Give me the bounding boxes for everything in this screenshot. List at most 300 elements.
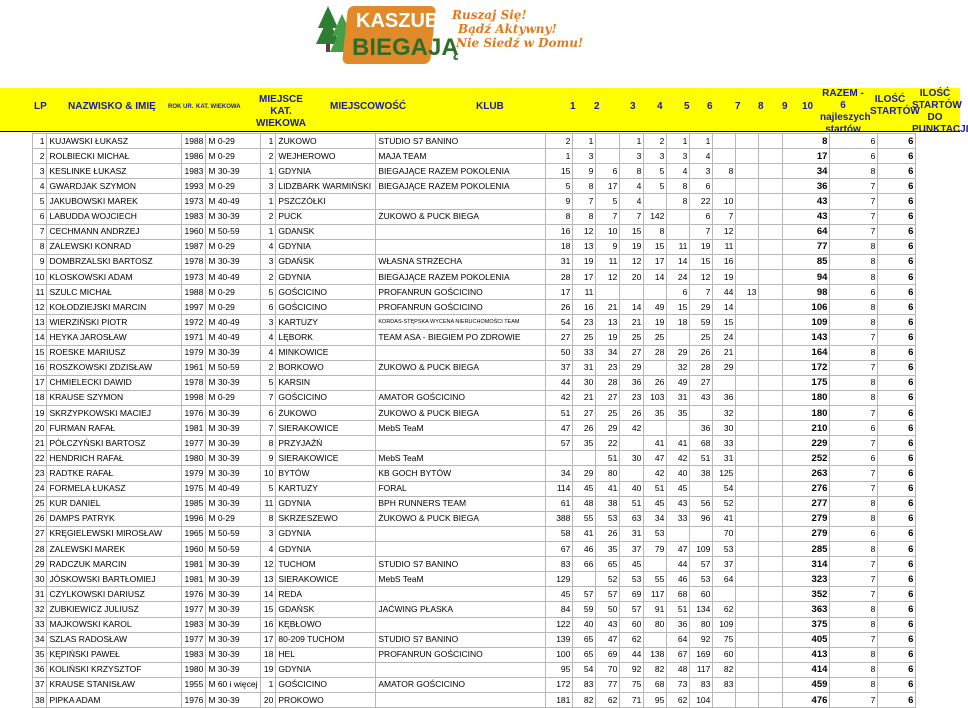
table-row [33,693,916,708]
cell-name: KRAUSE STANISŁAW [47,677,182,692]
cell-race-9 [736,194,759,209]
cell-race-8: 41 [713,511,736,526]
cell-year: 1977 [182,632,206,647]
cell-race-3: 28 [596,375,620,390]
cell-points-starts: 6 [878,224,916,239]
cell-race-7: 7 [690,224,713,239]
cell-year: 1955 [182,677,206,692]
cell-points-starts: 6 [878,526,916,541]
cell-race-1: 1 [546,149,573,164]
cell-club: PROFANRUN GOŚCICINO [376,647,546,662]
cell-lp: 30 [33,572,47,587]
cell-race-4 [620,466,644,481]
cell-race-6: 31 [667,390,690,405]
cell-race-3 [596,285,620,300]
cell-race-3: 51 [596,451,620,466]
cell-race-4: 75 [620,677,644,692]
cell-year: 1973 [182,269,206,284]
cell-year: 1986 [182,149,206,164]
cell-year: 1983 [182,647,206,662]
cell-club: TEAM ASA - BIEGIEM PO ZDROWIE [376,330,546,345]
table-row [33,677,916,692]
cell-year: 1981 [182,572,206,587]
cell-race-2: 55 [573,511,596,526]
cell-points-starts: 6 [878,496,916,511]
cell-race-1 [546,451,573,466]
cell-club: ŻUKOWO & PUCK BIEGA [376,209,546,224]
cell-race-8: 37 [713,557,736,572]
cell-place-category: 8 [261,436,276,451]
cell-place-category: 11 [261,496,276,511]
cell-points-starts: 6 [878,269,916,284]
cell-race-1: 58 [546,526,573,541]
cell-year: 1965 [182,526,206,541]
cell-race-9 [736,375,759,390]
cell-race-7: 56 [690,496,713,511]
cell-race-7: 4 [690,149,713,164]
cell-race-10 [759,149,783,164]
cell-race-6 [667,421,690,436]
cell-ranking: 263 [783,466,830,481]
cell-starts: 7 [830,466,878,481]
cell-place-category: 1 [261,134,276,149]
cell-race-7: 43 [690,390,713,405]
cell-race-7: 25 [690,330,713,345]
table-row [33,405,916,420]
cell-race-1: 54 [546,315,573,330]
cell-starts: 8 [830,511,878,526]
cell-race-7: 29 [690,300,713,315]
header-race-4: 4 [657,101,663,112]
cell-race-10 [759,285,783,300]
cell-starts: 7 [830,330,878,345]
cell-points-starts: 6 [878,179,916,194]
cell-race-8: 60 [713,647,736,662]
cell-race-6: 68 [667,587,690,602]
cell-race-8: 62 [713,602,736,617]
cell-race-7: 27 [690,375,713,390]
cell-race-7: 22 [690,194,713,209]
cell-race-3: 38 [596,496,620,511]
cell-race-8: 8 [713,164,736,179]
cell-race-7: 68 [690,436,713,451]
cell-ranking: 64 [783,224,830,239]
cell-race-4: 21 [620,315,644,330]
cell-race-4: 30 [620,451,644,466]
cell-ranking: 363 [783,602,830,617]
cell-ranking: 405 [783,632,830,647]
table-row [33,632,916,647]
cell-race-10 [759,330,783,345]
cell-race-10 [759,405,783,420]
cell-club: PROFANRUN GOŚCICINO [376,300,546,315]
cell-category: M 30-39 [206,421,261,436]
cell-starts: 6 [830,526,878,541]
cell-year: 1980 [182,662,206,677]
cell-race-5: 47 [644,451,667,466]
cell-year: 1978 [182,254,206,269]
cell-lp: 16 [33,360,47,375]
cell-race-3: 43 [596,617,620,632]
cell-city: GOŚCICINO [276,390,376,405]
cell-lp: 31 [33,587,47,602]
cell-ranking: 276 [783,481,830,496]
cell-race-6: 46 [667,572,690,587]
cell-race-9 [736,602,759,617]
header-race-3: 3 [630,101,636,112]
table-header [0,88,968,135]
header-name: NAZWISKO & IMIĘ [68,101,156,112]
table-row [33,662,916,677]
cell-race-3: 50 [596,602,620,617]
cell-race-6: 8 [667,194,690,209]
header-race-6: 6 [707,101,713,112]
cell-club [376,345,546,360]
cell-starts: 8 [830,239,878,254]
cell-race-5: 53 [644,526,667,541]
cell-ranking: 314 [783,557,830,572]
cell-place-category: 20 [261,693,276,708]
cell-race-1: 16 [546,224,573,239]
cell-race-6: 40 [667,466,690,481]
cell-race-3: 41 [596,481,620,496]
table-row [33,466,916,481]
cell-race-2: 45 [573,481,596,496]
cell-race-5: 103 [644,390,667,405]
cell-race-6: 48 [667,662,690,677]
cell-starts: 8 [830,496,878,511]
cell-race-2: 9 [573,164,596,179]
cell-race-8: 64 [713,572,736,587]
cell-race-10 [759,481,783,496]
cell-race-8: 30 [713,421,736,436]
cell-race-9 [736,632,759,647]
cell-city: SIERAKOWICE [276,451,376,466]
cell-starts: 6 [830,149,878,164]
cell-race-7: 92 [690,632,713,647]
cell-race-7: 51 [690,451,713,466]
cell-race-4: 44 [620,647,644,662]
cell-race-7: 7 [690,285,713,300]
cell-race-7: 96 [690,511,713,526]
cell-race-4: 14 [620,300,644,315]
cell-race-6: 4 [667,164,690,179]
cell-place-category: 2 [261,209,276,224]
cell-race-7 [690,405,713,420]
table-row [33,179,916,194]
cell-race-1: 83 [546,557,573,572]
cell-race-7: 104 [690,693,713,708]
cell-race-4: 92 [620,662,644,677]
table-row [33,481,916,496]
cell-race-10 [759,239,783,254]
cell-race-7: 169 [690,647,713,662]
cell-category: M 30-39 [206,557,261,572]
cell-starts: 8 [830,647,878,662]
cell-race-10 [759,315,783,330]
cell-race-2: 65 [573,632,596,647]
cell-race-2: 17 [573,269,596,284]
cell-name: KOŁODZIEJSKI MARCIN [47,300,182,315]
cell-lp: 15 [33,345,47,360]
cell-category: M 0-29 [206,134,261,149]
cell-ranking: 43 [783,194,830,209]
cell-race-5: 68 [644,677,667,692]
cell-lp: 3 [33,164,47,179]
cell-race-8 [713,149,736,164]
cell-points-starts: 6 [878,466,916,481]
cell-race-10 [759,224,783,239]
cell-race-8: 33 [713,436,736,451]
cell-name: KOLIŃSKI KRZYSZTOF [47,662,182,677]
cell-race-3: 5 [596,194,620,209]
cell-race-6: 33 [667,511,690,526]
cell-name: SZLAS RADOSŁAW [47,632,182,647]
cell-race-4: 29 [620,360,644,375]
cell-race-6: 64 [667,632,690,647]
cell-ranking: 85 [783,254,830,269]
cell-race-10 [759,134,783,149]
cell-starts: 6 [830,451,878,466]
cell-race-1: 27 [546,330,573,345]
cell-points-starts: 6 [878,541,916,556]
cell-ranking: 17 [783,149,830,164]
cell-race-7: 53 [690,572,713,587]
cell-race-2: 57 [573,587,596,602]
cell-race-9 [736,511,759,526]
cell-ranking: 252 [783,451,830,466]
cell-race-4: 1 [620,134,644,149]
cell-name: RADTKE RAFAŁ [47,466,182,481]
cell-race-10 [759,647,783,662]
cell-year: 1998 [182,390,206,405]
cell-race-7: 6 [690,179,713,194]
cell-race-10 [759,179,783,194]
cell-name: HEYKA JAROSŁAW [47,330,182,345]
cell-race-6 [667,526,690,541]
cell-year: 1997 [182,300,206,315]
cell-race-2: 82 [573,693,596,708]
cell-city: LĘBORK [276,330,376,345]
cell-race-1: 37 [546,360,573,375]
cell-category: M 30-39 [206,209,261,224]
header-race-9: 9 [782,101,788,112]
cell-starts: 8 [830,315,878,330]
cell-race-4: 62 [620,632,644,647]
cell-ranking: 36 [783,179,830,194]
cell-race-5: 34 [644,511,667,526]
cell-name: HENDRICH RAFAŁ [47,451,182,466]
cell-year: 1976 [182,693,206,708]
cell-starts: 8 [830,617,878,632]
cell-race-10 [759,511,783,526]
cell-category: M 30-39 [206,375,261,390]
cell-race-2: 27 [573,405,596,420]
cell-race-9 [736,662,759,677]
cell-category: M 50-59 [206,526,261,541]
cell-race-1: 172 [546,677,573,692]
cell-name: GWARDJAK SZYMON [47,179,182,194]
table-row [33,451,916,466]
cell-lp: 37 [33,677,47,692]
cell-ranking: 279 [783,511,830,526]
cell-place-category: 16 [261,617,276,632]
cell-place-category: 8 [261,511,276,526]
cell-category: M 30-39 [206,662,261,677]
cell-race-10 [759,164,783,179]
table-row [33,285,916,300]
cell-category: M 30-39 [206,345,261,360]
cell-race-1: 18 [546,239,573,254]
cell-city: REDA [276,587,376,602]
cell-race-2: 33 [573,345,596,360]
cell-place-category: 5 [261,481,276,496]
cell-race-7: 1 [690,134,713,149]
cell-race-3: 80 [596,466,620,481]
cell-starts: 7 [830,693,878,708]
cell-place-category: 4 [261,345,276,360]
cell-race-1: 388 [546,511,573,526]
cell-race-3: 26 [596,526,620,541]
cell-points-starts: 6 [878,557,916,572]
cell-city: GDYNIA [276,541,376,556]
cell-club: MAJA TEAM [376,149,546,164]
cell-points-starts: 6 [878,677,916,692]
cell-lp: 19 [33,405,47,420]
cell-points-starts: 6 [878,662,916,677]
cell-race-4: 27 [620,345,644,360]
cell-points-starts: 6 [878,647,916,662]
cell-year: 1976 [182,587,206,602]
cell-lp: 34 [33,632,47,647]
cell-year: 1976 [182,405,206,420]
cell-category: M 30-39 [206,602,261,617]
cell-race-7: 6 [690,209,713,224]
table-row [33,360,916,375]
cell-race-6: 11 [667,239,690,254]
cell-city: GDYNIA [276,496,376,511]
cell-starts: 8 [830,345,878,360]
cell-city: KARTUZY [276,315,376,330]
cell-race-3: 62 [596,693,620,708]
cell-race-2: 7 [573,194,596,209]
cell-race-9 [736,526,759,541]
cell-name: CECHMANN ANDRZEJ [47,224,182,239]
cell-city: SIERAKOWICE [276,421,376,436]
cell-category: M 40-49 [206,330,261,345]
cell-race-5: 42 [644,466,667,481]
cell-race-6: 47 [667,541,690,556]
cell-category: M 30-39 [206,693,261,708]
cell-race-9 [736,496,759,511]
cell-name: ROSZKOWSKI ZDZISŁAW [47,360,182,375]
cell-name: CHMIELECKI DAWID [47,375,182,390]
cell-starts: 8 [830,662,878,677]
cell-race-2: 54 [573,662,596,677]
cell-race-7: 59 [690,315,713,330]
cell-city: PSZCZÓŁKI [276,194,376,209]
cell-starts: 8 [830,390,878,405]
cell-club [376,194,546,209]
cell-race-9 [736,451,759,466]
cell-place-category: 6 [261,405,276,420]
cell-race-8: 53 [713,541,736,556]
cell-ranking: 414 [783,662,830,677]
cell-place-category: 10 [261,466,276,481]
cell-race-4: 26 [620,405,644,420]
cell-category: M 30-39 [206,405,261,420]
cell-club: BPH RUNNERS TEAM [376,496,546,511]
cell-lp: 36 [33,662,47,677]
cell-race-10 [759,451,783,466]
cell-points-starts: 6 [878,451,916,466]
cell-year: 1961 [182,360,206,375]
cell-race-9 [736,677,759,692]
cell-race-3: 12 [596,269,620,284]
cell-lp: 17 [33,375,47,390]
cell-club [376,375,546,390]
cell-race-10 [759,526,783,541]
table-row [33,390,916,405]
cell-ranking: 279 [783,526,830,541]
cell-race-4: 60 [620,617,644,632]
cell-ranking: 352 [783,587,830,602]
cell-lp: 22 [33,451,47,466]
cell-category: M 30-39 [206,436,261,451]
cell-race-6: 1 [667,134,690,149]
cell-race-1: 139 [546,632,573,647]
cell-starts: 7 [830,632,878,647]
cell-race-9 [736,421,759,436]
cell-lp: 24 [33,481,47,496]
table-row [33,300,916,315]
cell-race-4: 63 [620,511,644,526]
table-row [33,345,916,360]
cell-race-9 [736,466,759,481]
cell-ranking: 210 [783,421,830,436]
cell-name: KLOSKOWSKI ADAM [47,269,182,284]
cell-category: M 30-39 [206,451,261,466]
cell-race-7: 15 [690,254,713,269]
cell-race-4: 12 [620,254,644,269]
cell-race-4: 53 [620,572,644,587]
cell-race-1: 8 [546,209,573,224]
cell-starts: 7 [830,179,878,194]
cell-race-3: 7 [596,209,620,224]
cell-race-5: 117 [644,587,667,602]
cell-race-1: 181 [546,693,573,708]
cell-ranking: 8 [783,134,830,149]
cell-race-9 [736,557,759,572]
cell-race-5 [644,557,667,572]
cell-race-2: 26 [573,421,596,436]
cell-city: LIDZBARK WARMIŃSKI [276,179,376,194]
cell-lp: 1 [33,134,47,149]
cell-race-2: 19 [573,254,596,269]
cell-city: ŻUKOWO [276,134,376,149]
cell-name: WIERZIŃSKI PIOTR [47,315,182,330]
cell-starts: 7 [830,209,878,224]
cell-race-3: 21 [596,300,620,315]
cell-name: SZULC MICHAŁ [47,285,182,300]
cell-club: ŻUKOWO & PUCK BIEGA [376,511,546,526]
cell-year: 1981 [182,421,206,436]
cell-ranking: 77 [783,239,830,254]
cell-starts: 7 [830,572,878,587]
cell-race-3: 11 [596,254,620,269]
cell-race-5: 19 [644,315,667,330]
cell-name: FURMAN RAFAŁ [47,421,182,436]
